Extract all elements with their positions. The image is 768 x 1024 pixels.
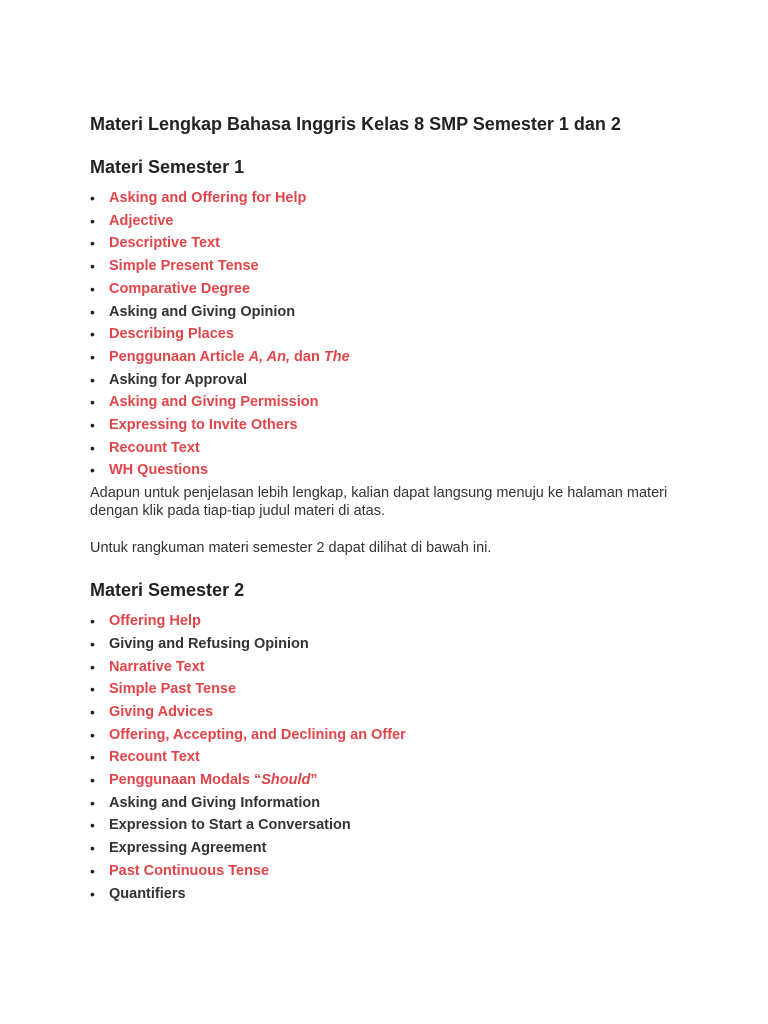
topic-label: Offering, Accepting, and Declining an Offer: [109, 726, 406, 743]
topic-link[interactable]: [90, 255, 670, 278]
topic-label: Penggunaan Modals “: [109, 772, 262, 789]
topic-label: Asking and Giving Permission: [109, 394, 319, 411]
topic-label: Asking for Approval: [109, 371, 248, 388]
topic-link[interactable]: [90, 232, 670, 255]
semester-2-note: Untuk rangkuman materi semester 2 dapat dilihat di bawah ini.: [90, 540, 492, 557]
topic-item: [90, 301, 670, 324]
topic-label: Recount Text: [109, 749, 200, 766]
topic-item: [90, 837, 670, 860]
topic-label: Describing Places: [109, 326, 234, 343]
topic-label: Expression to Start a Conversation: [109, 817, 351, 834]
topic-label-mid: dan: [290, 348, 324, 365]
intro-paragraph: Adapun untuk penjelasan lebih lengkap, kalian dapat langsung menuju ke halaman materi dengan klik pada tiap-tiap judul materi di atas.: [90, 485, 668, 520]
topic-link[interactable]: [90, 346, 670, 369]
topic-label: Narrative Text: [109, 658, 205, 675]
topic-link[interactable]: [90, 724, 670, 747]
semester-2-heading: Materi Semester 2: [90, 580, 245, 601]
topic-link[interactable]: [90, 678, 670, 701]
topic-label-mid: ”: [310, 772, 318, 789]
topic-link[interactable]: [90, 437, 670, 460]
topic-link[interactable]: [90, 701, 670, 724]
topic-label: Simple Past Tense: [109, 681, 237, 698]
article-content: [90, 112, 670, 905]
topic-link[interactable]: [90, 323, 670, 346]
topic-link[interactable]: [90, 187, 670, 210]
topic-label: Expressing Agreement: [109, 840, 267, 857]
topic-label-italic: A, An,: [248, 348, 291, 365]
topic-label: Expressing to Invite Others: [109, 417, 298, 434]
topic-link[interactable]: [90, 414, 670, 437]
semester-1-list: [90, 187, 670, 482]
topic-label: Asking and Giving Opinion: [109, 303, 296, 320]
topic-item: [90, 792, 670, 815]
topic-label: Giving Advices: [109, 703, 214, 720]
topic-label: Comparative Degree: [109, 280, 251, 297]
topic-link[interactable]: [90, 656, 670, 679]
topic-label: Adjective: [109, 212, 174, 229]
topic-link[interactable]: [90, 391, 670, 414]
topic-link[interactable]: [90, 860, 670, 883]
topic-link[interactable]: [90, 210, 670, 233]
topic-link[interactable]: [90, 278, 670, 301]
topic-label: Asking and Giving Information: [109, 794, 321, 811]
semester-2-list: [90, 610, 670, 905]
topic-label-italic: The: [323, 348, 350, 365]
topic-label: Simple Present Tense: [109, 258, 259, 275]
topic-link[interactable]: [90, 746, 670, 769]
topic-label: Past Continuous Tense: [109, 862, 270, 879]
semester-1-heading: Materi Semester 1: [90, 157, 245, 177]
topic-link[interactable]: [90, 459, 670, 482]
topic-label-italic: Should: [261, 772, 311, 789]
topic-label: Giving and Refusing Opinion: [109, 635, 309, 652]
topic-label: WH Questions: [109, 462, 209, 479]
topic-label: Quantifiers: [109, 885, 186, 902]
topic-item: [90, 633, 670, 656]
topic-label: Penggunaan Article: [109, 348, 249, 365]
topic-label: Asking and Offering for Help: [109, 190, 307, 206]
topic-label: Recount Text: [109, 439, 200, 456]
page-title: Materi Lengkap Bahasa Inggris Kelas 8 SMP Semester 1 dan 2: [90, 114, 621, 134]
topic-label: Descriptive Text: [109, 235, 220, 252]
topic-label: Offering Help: [109, 613, 201, 630]
topic-item: [90, 814, 670, 837]
topic-link[interactable]: [90, 610, 670, 633]
topic-item: [90, 369, 670, 392]
topic-item: [90, 883, 670, 906]
topic-link[interactable]: [90, 769, 670, 792]
